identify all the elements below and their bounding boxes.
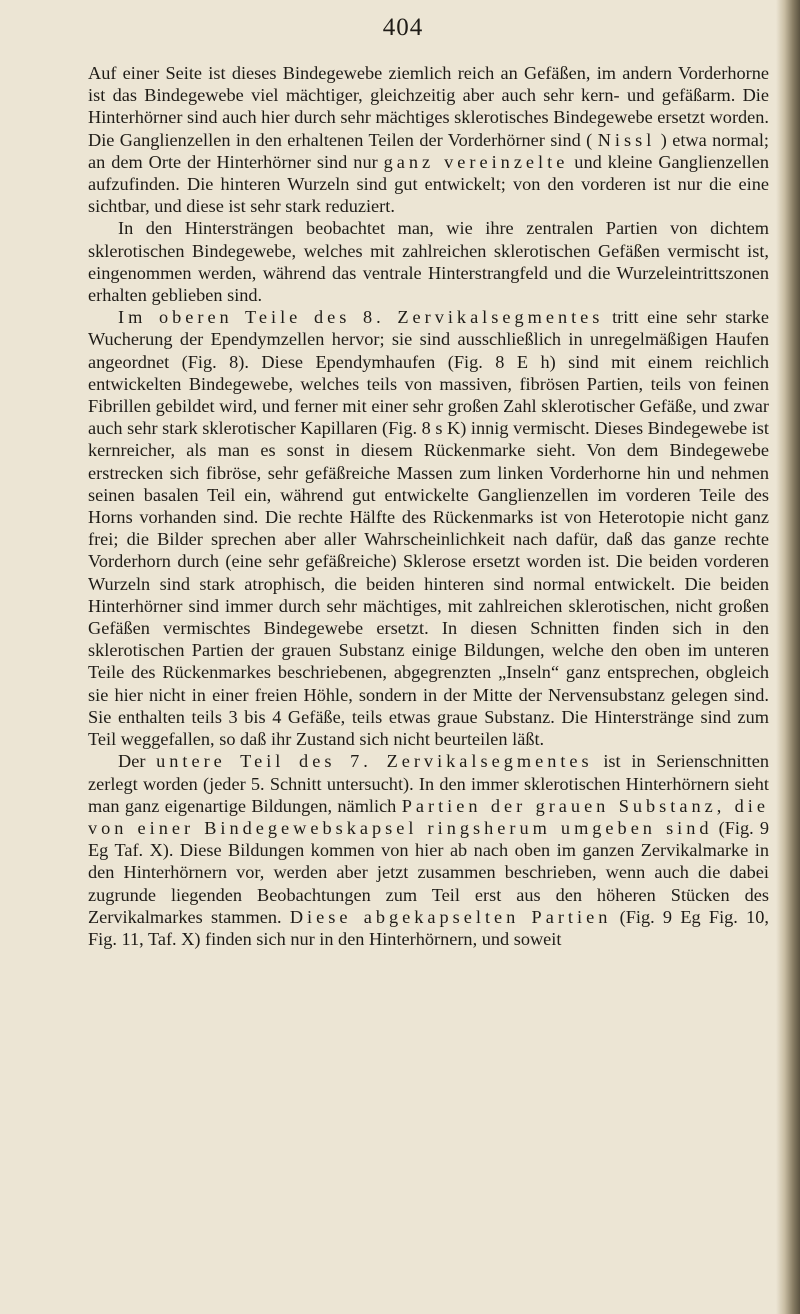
text-run: Auf einer Seite ist dieses Bindegewebe ziemlich reich an Gefäßen, im andern Vorderhorne ist das Bindegewebe viel mächtiger, gleichzeitig aber auch sehr kern- und gefäßarm. Die Hinterhörner sind auch hier durch sehr mächtiges sklerotisches Bindegewebe ersetzt worden. Die Ganglienzellen in den erhaltenen Teilen der Vorderhörner sind ( — [88, 63, 769, 150]
text-run: (Fig. 9 Eg Fig. 10, Fig. 11, Taf. X) finden sich nur in den Hinterhörnern, und soweit — [88, 906, 770, 949]
paragraph-4 — [88, 750, 769, 950]
spaced-emphasis: Partien der grauen Substanz, die von einer Bindegewebskapsel ringsherum umgeben sind — [88, 795, 769, 838]
spaced-emphasis: ganz vereinzelte — [383, 151, 569, 172]
text-run: ) etwa normal; an dem Orte der Hinterhörner sind nur — [88, 129, 769, 172]
book-spine-shadow — [776, 0, 800, 1314]
text-run: (Fig. 9 Eg Taf. X). Diese Bildungen kommen von hier ab nach oben im ganzen Zervikalmarke in den Hinterhörnern vor, werden aber jetzt zusammen beschrieben, wenn auch die dabei zugrunde liegenden Beobachtungen zum Teil erst aus den höheren Stücken des Zervikalmarkes stammen. — [88, 817, 769, 927]
text-run: tritt eine sehr starke Wucherung der Ependymzellen hervor; sie sind ausschließlich in unregelmäßigen Haufen angeordnet (Fig. 8). Diese Ependymhaufen (Fig. 8 E h) sind mit einem reichlich entwickelten Bindegewebe, welches teils von massiven, fibrösen Partien, teils von feinen Fibrillen gebildet wird, und ferner mit einer sehr großen Zahl sklerotischer Gefäße, und zwar auch sehr stark sklerotischer Kapillaren (Fig. 8 s K) innig vermischt. Dieses Bindegewebe ist kernreicher, als man es sonst in diesem Rückenmarke sieht. Von dem Bindegewebe erstrecken sich fibröse, sehr gefäßreiche Massen zum linken Vorderhorne hin und nehmen seinen basalen Teil ein, während gut entwickelte Ganglienzellen im vorderen Teile des Horns vorhanden sind. Die rechte Hälfte des Rückenmarks ist von Heterotopie nicht ganz frei; die Bilder sprechen aber aller Wahrscheinlichkeit nach dafür, daß das ganze rechte Vorderhorn durch (eine sehr gefäßreiche) Sklerose ersetzt worden ist. Die beiden vorderen Wurzeln sind stark atrophisch, die beiden hinteren sind normal entwickelt. Die beiden Hinterhörner sind immer durch sehr mächtiges, mit zahlreichen sklerotischen, nicht großen Gefäßen vermischtes Bindegewebe ersetzt. In diesen Schnitten finden sich in den sklerotischen Partien der grauen Substanz einige Bildungen, welche den oben im unteren Teile des Rückenmarkes beschriebenen, abgegrenzten „Inseln“ ganz entsprechen, obgleich sie hier nicht in einer freien Höhle, sondern in der Mitte der Nervensubstanz gelegen sind. Sie enthalten teils 3 bis 4 Gefäße, teils etwas graue Substanz. Die Hinterstränge sind zum Teil weggefallen, so daß ihr Zustand sich nicht beurteilen läßt. — [88, 307, 769, 750]
text-run: In den Hintersträngen beobachtet man, wie ihre zentralen Partien von dichtem sklerotischen Bindegewebe, welches mit zahlreichen sklerotischen Gefäßen vermischt ist, eingenommen werden, während das ventrale Hinterstrangfeld und die Wurzeleintrittszonen erhalten geblieben sind. — [88, 218, 769, 306]
spaced-section-heading: untere Teil des 7. Zervikalsegmentes — [156, 751, 593, 772]
text-run: und kleine Ganglienzellen aufzufinden. Die hinteren Wurzeln sind gut entwickelt; von den vorderen ist nur die eine sichtbar, und diese ist sehr stark reduziert. — [88, 151, 769, 217]
paragraph-3 — [88, 306, 769, 750]
paragraph-2 — [88, 217, 769, 306]
page-number: 404 — [382, 14, 424, 41]
spaced-author-name: Nissl — [597, 129, 656, 150]
spaced-emphasis: Diese abgekapselten Partien — [289, 906, 612, 927]
paragraph-1 — [88, 62, 769, 217]
text-run: Der — [118, 751, 157, 772]
spaced-section-heading: Im oberen Teile des 8. Zervikalsegmentes — [118, 307, 604, 328]
text-run: ist in Serienschnitten zerlegt worden (jeder 5. Schnitt untersucht). In den immer sklerotischen Hinterhörnern sieht man ganz eigenartige Bildungen, nämlich — [88, 751, 769, 816]
text-body — [88, 62, 769, 950]
